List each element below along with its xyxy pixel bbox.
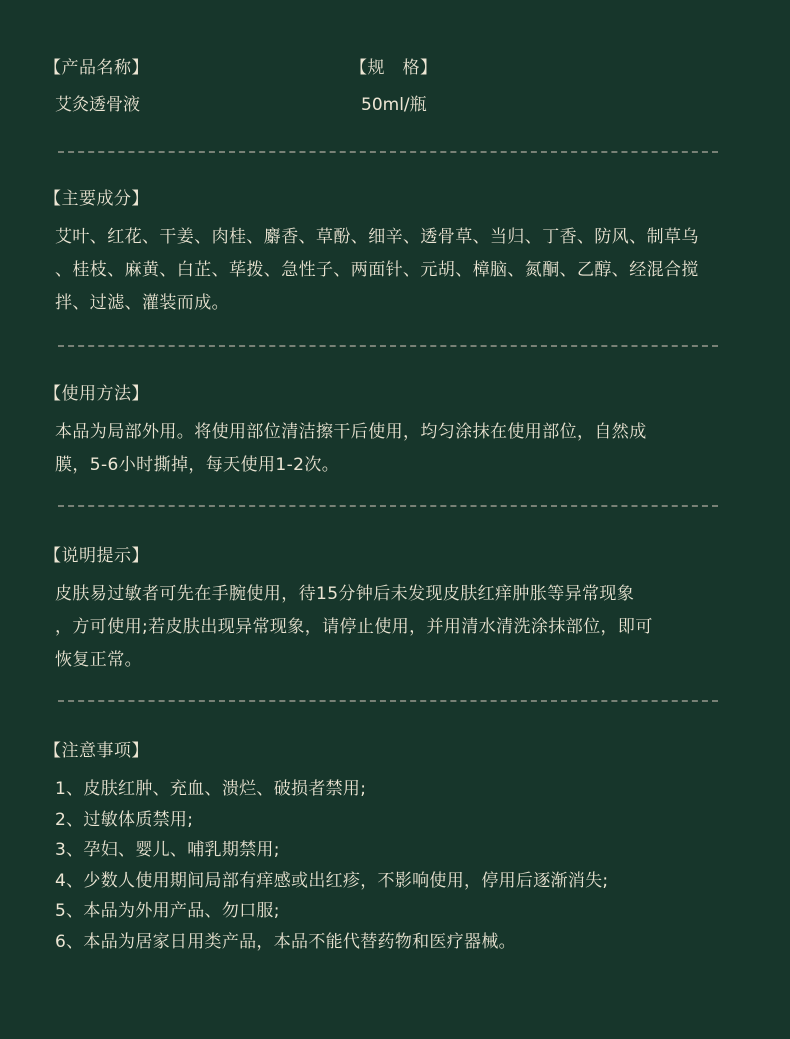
ingredients-line: 艾叶、红花、干姜、肉桂、麝香、草酚、细辛、透骨草、当归、丁香、防风、制草乌	[55, 227, 699, 247]
usage-text	[55, 416, 745, 482]
notes-line: 恢复正常。	[55, 650, 142, 670]
section-divider	[58, 151, 718, 153]
list-item: 2、过敏体质禁用;	[55, 809, 194, 830]
ingredients-line: 、桂枝、麻黄、白芷、荜拨、急性子、两面针、元胡、樟脑、氮酮、乙醇、经混合搅	[55, 260, 699, 280]
notes-text	[55, 578, 745, 677]
usage-line: 膜，5-6小时撕掉，每天使用1-2次。	[55, 455, 340, 475]
spec-label: 【规 格】	[350, 58, 438, 78]
product-name-value: 艾灸透骨液	[55, 95, 140, 115]
section-divider	[58, 700, 718, 702]
notes-line: ，方可使用;若皮肤出现异常现象，请停止使用，并用清水清洗涂抹部位，即可	[55, 617, 653, 637]
usage-label: 【使用方法】	[44, 384, 149, 404]
list-item: 3、孕妇、婴儿、哺乳期禁用;	[55, 840, 280, 860]
ingredients-label: 【主要成分】	[44, 189, 149, 209]
list-item: 1、皮肤红肿、充血、溃烂、破损者禁用;	[55, 779, 367, 799]
list-item: 4、少数人使用期间局部有痒感或出红疹，不影响使用，停用后逐渐消失;	[55, 870, 609, 891]
ingredients-line: 拌、过滤、灌装而成。	[55, 293, 229, 313]
list-item: 5、本品为外用产品、勿口服;	[55, 901, 280, 921]
spec-value: 50ml/瓶	[361, 95, 427, 115]
notes-label: 【说明提示】	[44, 546, 149, 566]
section-divider	[58, 505, 718, 507]
list-item: 6、本品为居家日用类产品，本品不能代替药物和医疗器械。	[55, 931, 516, 952]
usage-line: 本品为局部外用。将使用部位清洁擦干后使用，均匀涂抹在使用部位，自然成	[55, 422, 647, 442]
notes-line: 皮肤易过敏者可先在手腕使用，待15分钟后未发现皮肤红痒肿胀等异常现象	[55, 584, 635, 604]
ingredients-text	[55, 221, 745, 320]
precautions-list	[55, 774, 755, 957]
product-name-label: 【产品名称】	[44, 58, 149, 78]
section-divider	[58, 345, 718, 347]
precautions-label: 【注意事项】	[44, 741, 149, 761]
